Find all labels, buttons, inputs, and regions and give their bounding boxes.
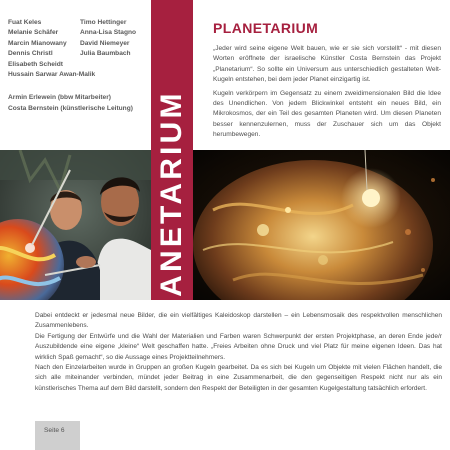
intro-text: [213, 44, 441, 144]
credit-name: Julia Baumbach: [80, 50, 131, 58]
credit-name: Anna-Lisa Stagno: [80, 29, 137, 37]
intro-paragraph: „Jeder wird seine eigene Welt bauen, wie er sie sich vorstellt“ - mit diesen Worten eröffnete der israelische Künstler Costa Bernstein das Projekt „Planetarium“. So sollte ein Universum aus unterschiedlich gestalteten Welt-Kugeln entstehen, bei dem jeder Planet einzigartig ist.: [213, 45, 441, 84]
intro-paragraph: Kugeln verkörpern im Gegensatz zu einem zweidimensionalen Bild die Idee des Unendlichen. Von jedem Blickwinkel entsteht ein neues Bild, ein Mikrokosmos, der ein Teil des gesamten Planeten wird. Um diesen Planeten besser kennenzulernen, muss der Zuschauer sich um das Objekt herumbewegen.: [213, 89, 441, 139]
workshop-photo-drawing: [0, 150, 151, 300]
staff-credit: Armin Erlewein (bbw Mitarbeiter): [8, 94, 111, 102]
credit-name: Melanie Schäfer: [8, 29, 59, 37]
credit-name: Hussain Sarwar Awan-Malik: [8, 71, 96, 79]
planet-sculpture-photo: [193, 150, 450, 300]
staff-credit: Costa Bernstein (künstlerische Leitung): [8, 104, 133, 112]
credits-column-1: [8, 18, 80, 70]
planet-sculpture-drawing: [193, 150, 450, 300]
vertical-title-text: PLANETARIUM: [155, 90, 188, 342]
page-number: Seite 6: [44, 427, 65, 434]
credit-name: Fuat Keles: [8, 19, 42, 26]
credit-name: Marcin Mianowany: [8, 39, 67, 47]
page-heading: PLANETARIUM: [213, 20, 319, 36]
staff-credits: [8, 93, 150, 114]
workshop-photo: [0, 150, 151, 300]
credit-name: Dennis Christl: [8, 50, 53, 58]
credits-list: [8, 18, 150, 114]
body-paragraph: Dabei entdeckt er jedesmal neue Bilder, die ein vielfältiges Kaleidoskop darstellen – ein Lebensmosaik des respektvollen menschlichen Zusammenlebens.: [35, 312, 442, 330]
credit-name: Elisabeth Scheidt: [8, 60, 63, 68]
body-paragraph: Nach den Einzelarbeiten wurde in Gruppen an großen Kugeln gearbeitet. Da es sich bei Kugeln um Objekte mit vielen Flächen handelt, die sich alle miteinander verbinden, mündet jeder Beitrag in eine Zusammenarbeit, die den gegenseitigen Respekt nicht nur als ein künstlerisches Thema auf dem Bild darstellt, sondern den Respekt der Beteiligten in der gesamten Kugelgestaltung tatsächlich erfordert.: [35, 364, 442, 392]
body-text: [35, 311, 442, 394]
credit-name: David Niemeyer: [80, 39, 130, 47]
page-number-tab: [35, 421, 80, 450]
credits-column-2: [80, 18, 150, 70]
credit-name: Timo Hettinger: [80, 19, 127, 26]
body-paragraph: Die Fertigung der Entwürfe und die Wahl der Materialien und Farben waren Schwerpunkt der ersten Projektphase, an deren Ende jede/r Auszubildende eine eigene „kleine“ Welt geschaffen hatte. „Freies Arbeiten ohne Druck und viel Platz für meine eigenen Ideen. Das hat wirklich Spaß gemacht“, so die Aussage eines Projektteilnehmers.: [35, 332, 442, 361]
